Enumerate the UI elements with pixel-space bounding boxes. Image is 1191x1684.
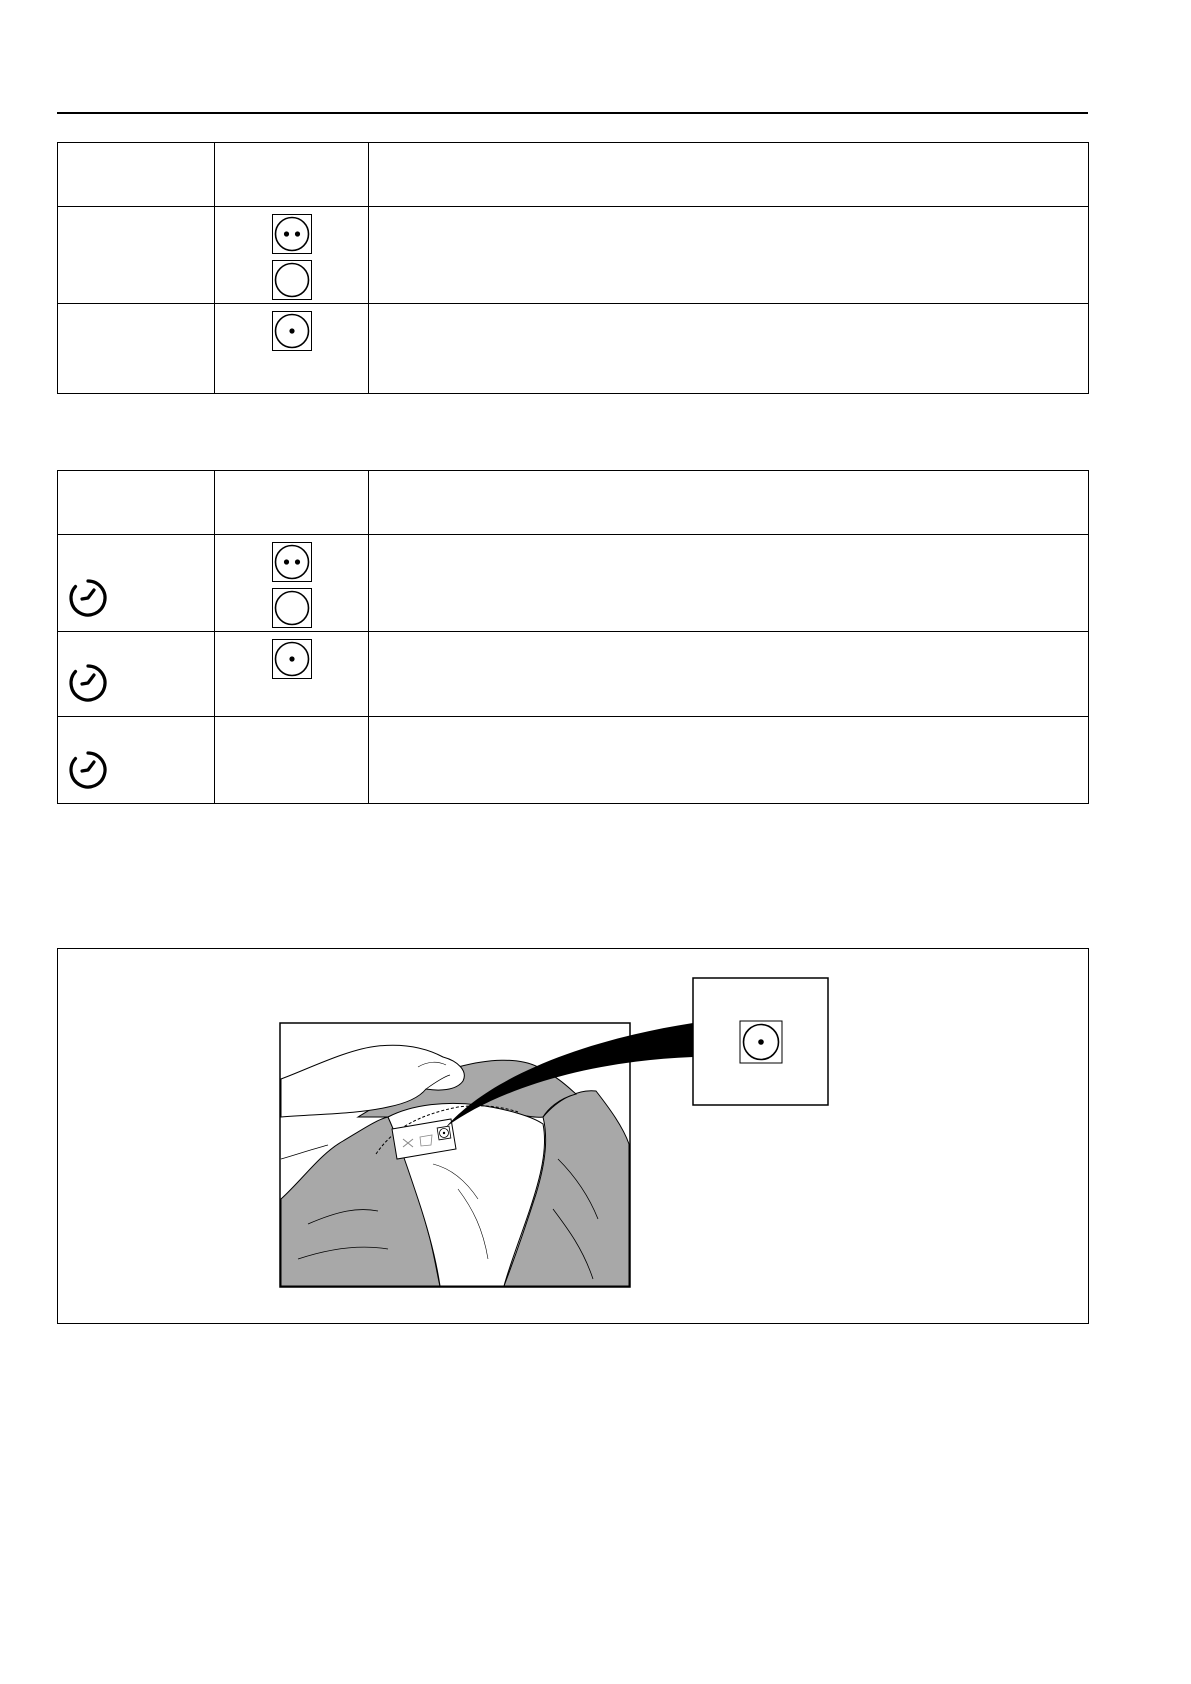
- table-row: [58, 717, 1089, 804]
- tumble-dry-icon: [272, 588, 312, 628]
- drying-table-2: [57, 470, 1089, 804]
- description-cell: [369, 535, 1089, 632]
- timer-icon: [67, 749, 109, 791]
- tumble-dry-high-heat-icon: [272, 542, 312, 582]
- zoomed-symbol-box: [693, 978, 828, 1105]
- program-cell: [58, 717, 215, 804]
- table-header-row: [58, 471, 1089, 535]
- header-description: [369, 471, 1089, 535]
- symbol-cell: [215, 207, 369, 304]
- tumble-dry-low-heat-icon: [272, 311, 312, 351]
- care-label-illustration: [58, 949, 1088, 1323]
- header-symbol: [215, 471, 369, 535]
- timer-icon: [67, 662, 109, 704]
- top-rule: [57, 112, 1088, 114]
- header-program: [58, 471, 215, 535]
- symbol-cell: [215, 717, 369, 804]
- description-cell: [369, 304, 1089, 394]
- description-cell: [369, 717, 1089, 804]
- table-row: [58, 207, 1089, 304]
- table-row: [58, 535, 1089, 632]
- table-row: [58, 632, 1089, 717]
- symbol-cell: [215, 535, 369, 632]
- program-cell: [58, 207, 215, 304]
- program-cell: [58, 304, 215, 394]
- header-program: [58, 143, 215, 207]
- tumble-dry-low-heat-icon: [740, 1021, 782, 1063]
- symbol-cell: [215, 304, 369, 394]
- tumble-dry-icon: [272, 260, 312, 300]
- table-row: [58, 304, 1089, 394]
- program-cell: [58, 632, 215, 717]
- tumble-dry-low-heat-icon: [272, 639, 312, 679]
- tumble-dry-high-heat-icon: [272, 214, 312, 254]
- program-cell: [58, 535, 215, 632]
- description-cell: [369, 207, 1089, 304]
- symbol-cell: [215, 632, 369, 717]
- drying-table-1: [57, 142, 1089, 394]
- description-cell: [369, 632, 1089, 717]
- header-symbol: [215, 143, 369, 207]
- timer-icon: [67, 577, 109, 619]
- table-header-row: [58, 143, 1089, 207]
- header-description: [369, 143, 1089, 207]
- care-label-figure: [57, 948, 1089, 1324]
